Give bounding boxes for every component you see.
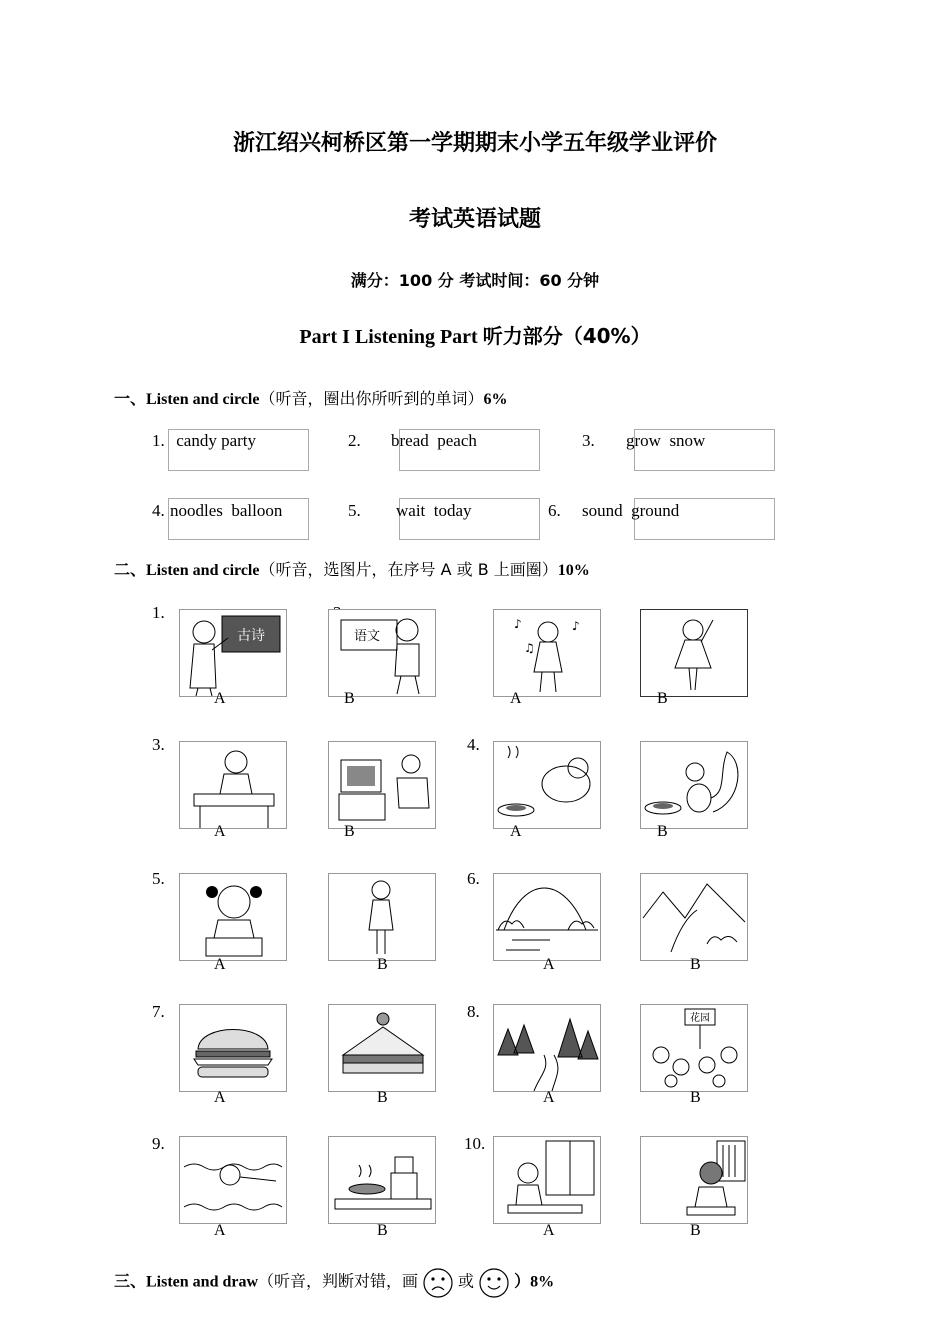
pic-text-huayuan: 花园 bbox=[690, 1013, 710, 1024]
option-label-a[interactable]: A bbox=[543, 1089, 555, 1106]
option-label-b[interactable]: B bbox=[377, 956, 388, 973]
pic-boy-reading-shelf[interactable] bbox=[640, 1136, 748, 1224]
pic-girl-dancing[interactable] bbox=[640, 609, 748, 697]
option-label-b[interactable]: B bbox=[377, 1222, 388, 1239]
pic-mountain-lake[interactable] bbox=[493, 873, 601, 961]
s2-question-num: 10. bbox=[464, 1134, 486, 1153]
option-label-a[interactable]: A bbox=[214, 823, 226, 840]
svg-text:♫: ♫ bbox=[524, 641, 535, 655]
option-label-a[interactable]: A bbox=[510, 823, 522, 840]
pic-mountains[interactable] bbox=[640, 873, 748, 961]
option-label-a[interactable]: A bbox=[543, 956, 555, 973]
section1-heading-en: 一、Listen and circle bbox=[114, 391, 260, 408]
option-label-a[interactable]: A bbox=[214, 956, 226, 973]
option-label-b[interactable]: B bbox=[377, 1089, 388, 1106]
option-label-a[interactable]: A bbox=[543, 1222, 555, 1239]
s2-question-num: 6. bbox=[467, 869, 480, 888]
pic-text-yuwen: 语文 bbox=[353, 629, 381, 644]
happy-face-icon bbox=[478, 1267, 510, 1299]
s2-question-num: 4. bbox=[467, 735, 480, 754]
s2-question-num: 1. bbox=[152, 603, 165, 622]
option-label-a[interactable]: A bbox=[214, 690, 226, 707]
svg-text:♪: ♪ bbox=[514, 617, 522, 631]
s1-words[interactable]: candy party bbox=[172, 431, 257, 450]
score-info: 满分：100 分 考试时间：60 分钟 bbox=[350, 271, 600, 290]
section2-heading-cn: （听音，选图片，在序号 A 或 B 上画圈） bbox=[259, 560, 558, 579]
part-heading-en: Part I Listening Part bbox=[299, 326, 483, 348]
pic-girl-sitting[interactable] bbox=[179, 873, 287, 961]
section3-heading bbox=[114, 1267, 554, 1299]
section3-heading-en: 三、Listen and draw bbox=[114, 1273, 259, 1291]
pic-teacher-chinese[interactable] bbox=[328, 609, 436, 697]
s1-item-num: 1. bbox=[152, 431, 165, 450]
pic-girl-standing[interactable] bbox=[328, 873, 436, 961]
s1-words[interactable]: bread peach bbox=[391, 431, 477, 450]
section2-heading-pct: 10% bbox=[557, 562, 590, 579]
section2-heading-en: 二、Listen and circle bbox=[114, 562, 260, 579]
s2-question-num: 8. bbox=[467, 1002, 480, 1021]
part-heading-cn: 听力部分（40%） bbox=[482, 324, 651, 348]
s1-item-num: 2. bbox=[348, 431, 361, 450]
s1-words[interactable]: grow snow bbox=[626, 431, 706, 450]
pic-teacher-poem[interactable] bbox=[179, 609, 287, 697]
pic-squirrel-fish[interactable] bbox=[640, 741, 748, 829]
s1-words[interactable]: wait today bbox=[396, 501, 472, 520]
pic-hamburger[interactable] bbox=[179, 1004, 287, 1092]
option-label-b[interactable]: B bbox=[690, 956, 701, 973]
exam-title-line1: 浙江绍兴柯桥区第一学期期末小学五年级学业评价 bbox=[232, 131, 717, 156]
s1-words[interactable]: noodles balloon bbox=[170, 501, 283, 520]
option-label-a[interactable]: A bbox=[214, 1222, 226, 1239]
option-label-b[interactable]: B bbox=[657, 690, 668, 707]
section1-heading-pct: 6% bbox=[483, 391, 508, 408]
pic-girl-writing[interactable] bbox=[179, 741, 287, 829]
s1-words[interactable]: sound ground bbox=[582, 501, 680, 520]
option-label-b[interactable]: B bbox=[344, 690, 355, 707]
part-heading bbox=[0, 320, 950, 349]
section2-heading bbox=[114, 557, 590, 580]
exam-title-line2: 考试英语试题 bbox=[408, 207, 541, 232]
pic-garden[interactable] bbox=[640, 1004, 748, 1092]
option-label-a[interactable]: A bbox=[214, 1089, 226, 1106]
sad-face-icon bbox=[422, 1267, 454, 1299]
pic-boy-swimming[interactable] bbox=[179, 1136, 287, 1224]
s2-question-num: 7. bbox=[152, 1002, 165, 1021]
option-label-a[interactable]: A bbox=[510, 690, 522, 707]
s1-item-num: 6. bbox=[548, 501, 561, 520]
pic-robot-cooking[interactable] bbox=[328, 1136, 436, 1224]
pic-cat-fish[interactable] bbox=[493, 741, 601, 829]
section1-heading bbox=[114, 386, 508, 409]
option-label-b[interactable]: B bbox=[657, 823, 668, 840]
svg-text:♪: ♪ bbox=[572, 619, 580, 633]
option-label-b[interactable]: B bbox=[690, 1222, 701, 1239]
s2-question-num: 3. bbox=[152, 735, 165, 754]
pic-girl-singing[interactable] bbox=[493, 609, 601, 697]
option-label-b[interactable]: B bbox=[344, 823, 355, 840]
s1-item-num: 4. bbox=[152, 501, 165, 520]
s1-item-num: 5. bbox=[348, 501, 361, 520]
pic-sandwich[interactable] bbox=[328, 1004, 436, 1092]
section1-heading-cn: （听音，圈出你所听到的单词） bbox=[259, 389, 484, 408]
s2-question-num: 9. bbox=[152, 1134, 165, 1153]
s2-question-num: 5. bbox=[152, 869, 165, 888]
section3-heading-cn: （听音，判断对错，画 bbox=[258, 1271, 419, 1291]
section3-heading-end: ）8% bbox=[514, 1273, 555, 1291]
section3-heading-or: 或 bbox=[458, 1271, 475, 1291]
pic-girl-watching-tv[interactable] bbox=[328, 741, 436, 829]
s1-item-num: 3. bbox=[582, 431, 595, 450]
pic-boy-reading-window[interactable] bbox=[493, 1136, 601, 1224]
option-label-b[interactable]: B bbox=[690, 1089, 701, 1106]
pic-forest[interactable] bbox=[493, 1004, 601, 1092]
pic-text-gushi: 古诗 bbox=[237, 628, 265, 644]
